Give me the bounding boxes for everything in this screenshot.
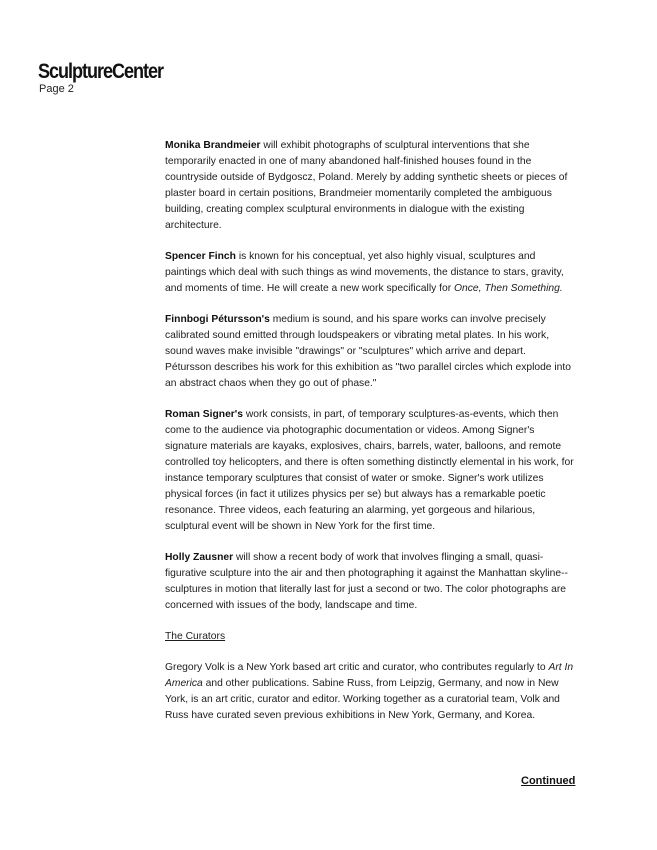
curators-text-start: Gregory Volk is a New York based art critic and curator, who contributes regularly to <box>165 662 549 673</box>
artist-name: Spencer Finch <box>165 251 236 262</box>
artist-paragraph-finch <box>165 249 575 297</box>
page-number: Page 2 <box>39 83 74 95</box>
artist-description: work consists, in part, of temporary sculptures-as-events, which then come to the audience via photographic documentation or videos. Among Signer's signature materials are kayaks, explosives, chairs, barrels, water, balloons, and remote controlled toy helicopters, and there is often something distinctly elemental in his work, for instance temporary sculptures that consist of water or smoke. Signer's work utilizes physical forces (in fact it utilizes physics per se) but always has a remarkable poetic resonance. Three videos, each featuring an alarming, yet gorgeous and hilarious, sculptural event will be shown in New York for the first time. <box>165 409 574 532</box>
artist-paragraph-zausner <box>165 550 575 614</box>
artist-name: Monika Brandmeier <box>165 140 261 151</box>
artist-name: Roman Signer's <box>165 409 243 420</box>
artist-description: medium is sound, and his spare works can involve precisely calibrated sound emitted through loudspeakers or vibrating metal plates. In his work, sound waves make invisible "drawings" or "sculptures" which arrive and depart. Pétursson describes his work for this exhibition as "two parallel circles which explode into an abstract chaos when they go out of phase." <box>165 314 571 389</box>
sculpturecenter-logo: SculptureCenter <box>38 60 164 83</box>
curators-text-end: and other publications. Sabine Russ, from Leipzig, Germany, and now in New York, is an art critic, curator and editor. Working together as a curatorial team, Volk and Russ have curated seven previous exhibitions in New York, Germany, and Korea. <box>165 678 560 721</box>
continued-link: Continued <box>521 775 576 787</box>
exhibition-title: Once, Then Something. <box>454 283 563 294</box>
artist-name: Finnbogi Pétursson's <box>165 314 270 325</box>
artist-description: will show a recent body of work that involves flinging a small, quasi-figurative sculpture into the air and then photographing it against the Manhattan skyline--sculptures in motion that literally last for just a second or two. The color photographs are concerned with issues of the body, landscape and time. <box>165 552 568 611</box>
artist-paragraph-brandmeier <box>165 138 575 234</box>
artist-description: is known for his conceptual, yet also highly visual, sculptures and paintings which deal with such things as wind movements, the distance to stars, gravity, and moments of time. He will create a new work specifically for <box>165 251 564 294</box>
artist-description: will exhibit photographs of sculptural interventions that she temporarily enacted in one of many abandoned half-finished houses found in the countryside outside of Bydgoscz, Poland. Merely by adding synthetic sheets or pieces of plaster board in certain positions, Brandmeier momentarily completed the ambiguous building, creating complex sculptural environments in dialogue with the existing architecture. <box>165 140 568 231</box>
publication-title: Art In America <box>165 662 574 689</box>
curators-paragraph <box>165 660 575 724</box>
curators-heading: The Curators <box>165 631 226 642</box>
artist-paragraph-signer <box>165 407 575 535</box>
artist-name: Holly Zausner <box>165 552 234 563</box>
document-body <box>165 138 575 739</box>
artist-paragraph-petursson <box>165 312 575 392</box>
